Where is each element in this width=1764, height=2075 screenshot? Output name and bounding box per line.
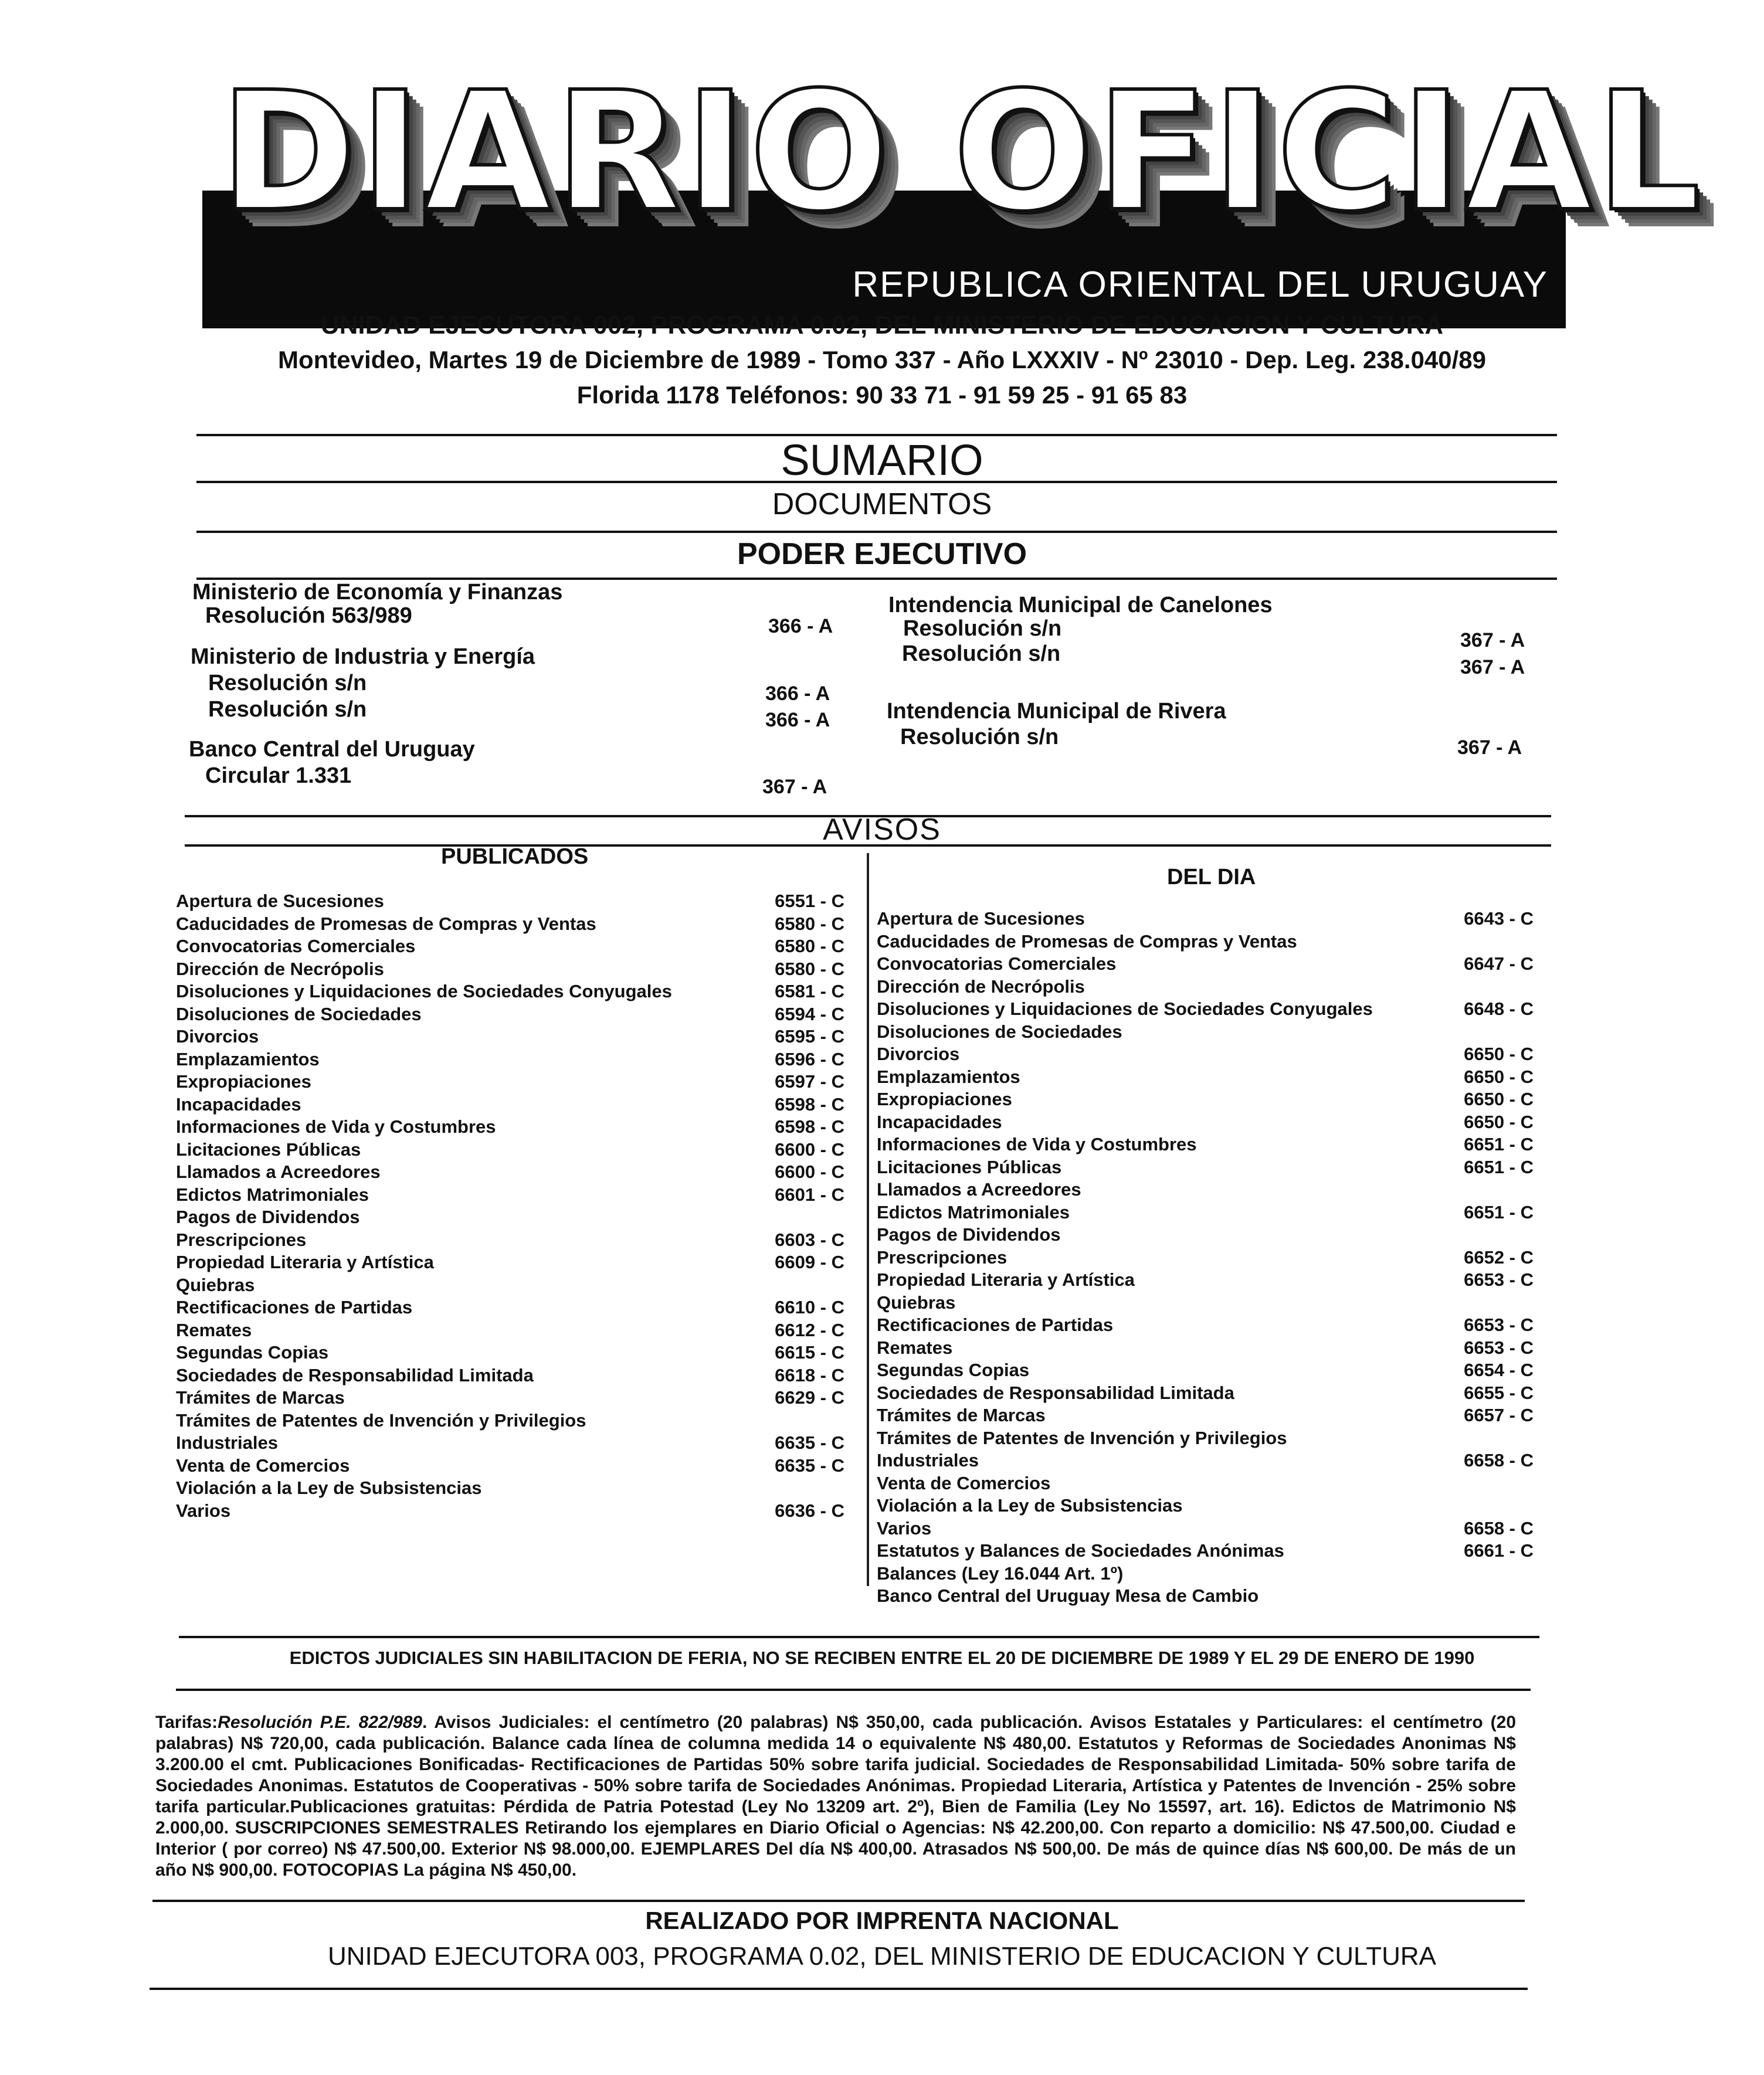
header-line-3: Florida 1178 Teléfonos: 90 33 71 - 91 59 25 - 91 65 83 [576,381,1188,409]
aviso-page: 6653 - C [1464,1269,1534,1290]
aviso-item: Venta de Comercios [176,1455,350,1476]
aviso-page: 6596 - C [775,1048,844,1069]
publicados-list [176,890,844,1535]
toc-entry: Resolución s/n [900,725,1059,749]
aviso-item: Segundas Copias [176,1342,329,1363]
aviso-page [1405,1472,1534,1495]
aviso-page [715,1477,844,1500]
aviso-item: Sociedades de Responsabilidad Limitada [176,1364,534,1385]
aviso-page: 6647 - C [1464,953,1534,974]
header-line-1: UNIDAD EJECUTORA 002, PROGRAMA 0.02, DEL MINISTERIO DE EDUCACION Y CULTURA [320,311,1444,339]
aviso-page: 6612 - C [775,1319,844,1340]
aviso-item: Violación a la Ley de Subsistencias [176,1478,482,1498]
documentos-heading: DOCUMENTOS [772,487,992,521]
aviso-page: 6603 - C [775,1229,844,1250]
aviso-page [715,1206,844,1229]
aviso-item: Remates [877,1337,953,1358]
toc-entry: Circular 1.331 [205,763,352,788]
aviso-item: Expropiaciones [877,1089,1012,1109]
toc-entry: Resolución s/n [903,616,1062,641]
aviso-item: Trámites de Patentes de Invención y Privilegios [877,1427,1287,1448]
aviso-page: 6648 - C [1464,999,1534,1019]
aviso-item: Pagos de Dividendos [176,1207,360,1227]
aviso-page: 6598 - C [775,1116,844,1137]
aviso-page: 6609 - C [775,1252,844,1272]
aviso-page: 6594 - C [775,1003,844,1024]
toc-entry: Banco Central del Uruguay [189,737,475,762]
toc-entry: Intendencia Municipal de Canelones [888,593,1273,617]
aviso-page: 6580 - C [775,958,844,979]
aviso-item: Caducidades de Promesas de Compras y Ventas [877,930,1297,952]
divider [196,481,1557,483]
aviso-page: 6615 - C [775,1342,844,1363]
toc-page: 367 - A [1460,629,1525,651]
aviso-page: 6580 - C [775,913,844,934]
footer-line-1: REALIZADO POR IMPRENTA NACIONAL [645,1907,1119,1934]
aviso-page [1405,1179,1534,1201]
aviso-page: 6650 - C [1464,1111,1534,1132]
divider [152,1900,1525,1902]
aviso-item: Disoluciones y Liquidaciones de Sociedades Conyugales [877,999,1373,1019]
toc-page: 366 - A [765,709,830,731]
aviso-page: 6600 - C [775,1162,844,1182]
aviso-item: Llamados a Acreedores [877,1179,1081,1200]
aviso-item: Trámites de Marcas [877,1405,1046,1425]
aviso-page: 6657 - C [1464,1405,1534,1425]
aviso-item: Segundas Copias [877,1360,1030,1380]
aviso-item: Prescripciones [877,1247,1007,1268]
aviso-page: 6650 - C [1464,1066,1534,1087]
aviso-item: Licitaciones Públicas [176,1139,361,1160]
aviso-item: Convocatorias Comerciales [877,953,1117,974]
aviso-item: Industriales [877,1450,979,1471]
divider [176,1689,1531,1691]
aviso-item: Quiebras [877,1292,956,1313]
aviso-page: 6652 - C [1464,1247,1534,1268]
sumario-title: SUMARIO [781,436,983,484]
aviso-page: 6635 - C [775,1455,844,1476]
aviso-item: Incapacidades [877,1111,1002,1132]
toc-page: 367 - A [762,776,827,798]
toc-page: 367 - A [1460,656,1525,678]
masthead-title: DIARIO OFICIAL [220,57,1704,248]
aviso-page [1405,1224,1534,1247]
aviso-page: 6654 - C [1464,1360,1534,1380]
aviso-item: Emplazamientos [877,1066,1020,1087]
publicados-heading: PUBLICADOS [441,844,589,869]
aviso-page [1405,930,1534,953]
masthead-subtitle: REPUBLICA ORIENTAL DEL URUGUAY [852,264,1548,305]
avisos-heading: AVISOS [823,813,941,847]
toc-entry: Intendencia Municipal de Rivera [887,699,1226,724]
aviso-item: Rectificaciones de Partidas [877,1315,1114,1335]
header-line-2: Montevideo, Martes 19 de Diciembre de 1989 - Tomo 337 - Año LXXXIV - Nº 23010 - Dep. Leg. 238.040/89 [277,346,1487,373]
aviso-page: 6661 - C [1464,1540,1534,1561]
aviso-item: Edictos Matrimoniales [877,1201,1070,1222]
aviso-page: 6597 - C [775,1071,844,1092]
del-dia-heading: DEL DIA [1167,865,1256,889]
poder-ejecutivo-heading: PODER EJECUTIVO [737,537,1027,571]
aviso-page: 6650 - C [1464,1089,1534,1109]
aviso-item: Convocatorias Comerciales [176,936,416,956]
aviso-item: Incapacidades [176,1093,301,1115]
aviso-item: Dirección de Necrópolis [176,958,384,979]
aviso-item: Pagos de Dividendos [877,1224,1061,1245]
aviso-item: Trámites de Patentes de Invención y Privilegios [176,1410,586,1431]
aviso-item: Licitaciones Públicas [877,1156,1062,1177]
aviso-item: Apertura de Sucesiones [176,891,384,911]
aviso-page [1405,1292,1534,1315]
aviso-page: 6635 - C [775,1432,844,1453]
aviso-page [1405,1495,1534,1517]
aviso-item: Banco Central del Uruguay Mesa de Cambio [877,1585,1259,1606]
tarifas-body: . Avisos Judiciales: el centímetro (20 palabras) N$ 350,00, cada publicación. Avisos Estatales y Particulares: el centímetro (20 palabras) N$ 720,00, cada publicación. Balance cada línea de columna medida 14 o equivalente N$ 480,00. Estatutos y Reformas de Sociedades Anonimas N$ 3.200.00 el cmt. Publicaciones Bonificadas- Rectificaciones de Partidas 50% sobre tarifa judicial. Sociedades de Responsabilidad Limitada- 50% sobre tarifa de Sociedades Anonimas. Estatutos de Cooperativas - 50% sobre tarifa de Sociedades Anónimas. Propiedad Literaria, Artística y Patentes de Invención - 25% sobre tarifa particular.Publicaciones gratuitas: Pérdida de Patria Potestad (Ley No 13209 art. 2º), Bien de Familia (Ley No 15597, art. 16). Edictos de Matrimonio N$ 2.000,00. SUSCRIPCIONES SEMESTRALES Retirando los ejemplares en Diario Oficial o Agencias: N$ 42.200,00. Con reparto a domicilio: N$ 47.500,00. Ciudad e Interior ( por correo) N$ 47.500,00. Exterior N$ 98.000,00. EJEMPLARES Del día N$ 400,00. Atrasados N$ 500,00. De más de quince días N$ 600,00. De más de un año N$ 900,00. FOTOCOPIAS La página N$ 450,00. [155,1713,1517,1880]
aviso-item: Quiebras [176,1274,255,1295]
aviso-page: 6651 - C [1464,1156,1534,1177]
footer-line-2: UNIDAD EJECUTORA 003, PROGRAMA 0.02, DEL MINISTERIO DE EDUCACION Y CULTURA [327,1942,1436,1971]
aviso-item: Venta de Comercios [877,1472,1051,1493]
aviso-page [1405,1585,1534,1608]
toc-entry: Resolución s/n [208,671,367,695]
divider [185,844,1551,847]
toc-entry: Ministerio de Industria y Energía [191,644,535,669]
divider [196,531,1557,533]
aviso-item: Prescripciones [176,1229,307,1250]
divider [179,1636,1539,1638]
aviso-item: Apertura de Sucesiones [877,908,1085,929]
aviso-item: Edictos Matrimoniales [176,1184,369,1205]
aviso-page: 6643 - C [1464,908,1534,929]
toc-page: 366 - A [768,615,833,637]
aviso-item: Varios [877,1517,932,1539]
aviso-item: Disoluciones de Sociedades [877,1021,1122,1042]
aviso-item: Informaciones de Vida y Costumbres [877,1134,1197,1154]
aviso-item: Violación a la Ley de Subsistencias [877,1495,1183,1516]
aviso-page: 6653 - C [1464,1315,1534,1335]
aviso-item: Disoluciones de Sociedades [176,1003,422,1024]
aviso-page [1405,976,1534,999]
aviso-page: 6595 - C [775,1026,844,1047]
aviso-item: Emplazamientos [176,1048,320,1069]
edictos-notice: EDICTOS JUDICIALES SIN HABILITACION DE FERIA, NO SE RECIBEN ENTRE EL 20 DE DICIEMBRE DE 1989 Y EL 29 DE ENERO DE 1990 [289,1648,1475,1668]
aviso-item: Industriales [176,1432,278,1453]
aviso-page [1405,1563,1534,1585]
aviso-page: 6618 - C [775,1364,844,1385]
aviso-item: Llamados a Acreedores [176,1162,381,1182]
aviso-item: Divorcios [877,1044,960,1064]
aviso-item: Expropiaciones [176,1071,311,1092]
aviso-item: Informaciones de Vida y Costumbres [176,1116,496,1137]
aviso-page: 6636 - C [775,1500,844,1521]
toc-entry: Resolución s/n [902,641,1061,666]
aviso-item: Sociedades de Responsabilidad Limitada [877,1382,1234,1403]
aviso-item: Disoluciones y Liquidaciones de Sociedades Conyugales [176,981,672,1001]
aviso-page: 6650 - C [1464,1044,1534,1064]
del-dia-list [877,908,1534,1617]
aviso-item: Divorcios [176,1026,259,1047]
aviso-page: 6655 - C [1464,1382,1534,1403]
aviso-page: 6651 - C [1464,1201,1534,1222]
aviso-page: 6629 - C [775,1387,844,1408]
aviso-page: 6653 - C [1464,1337,1534,1358]
aviso-page: 6651 - C [1464,1134,1534,1154]
aviso-page: 6601 - C [775,1184,844,1205]
tarifas-block [155,1712,1516,1881]
aviso-page: 6658 - C [1464,1450,1534,1471]
aviso-page: 6598 - C [775,1093,844,1115]
toc-entry: Resolución s/n [208,697,367,722]
aviso-item: Propiedad Literaria y Artística [877,1269,1135,1290]
aviso-page: 6551 - C [775,891,844,911]
aviso-page: 6658 - C [1464,1517,1534,1539]
aviso-page [1405,1427,1534,1450]
divider [150,1988,1528,1990]
column-divider [867,853,869,1586]
aviso-item: Remates [176,1319,252,1340]
aviso-page [715,1410,844,1432]
aviso-page [1405,1021,1534,1044]
tarifas-resolution: Resolución P.E. 822/989 [218,1713,423,1732]
tarifas-label: Tarifas: [155,1713,218,1732]
toc-entry: Resolución 563/989 [205,603,412,628]
aviso-item: Dirección de Necrópolis [877,976,1085,997]
aviso-item: Propiedad Literaria y Artística [176,1252,434,1272]
aviso-item: Estatutos y Balances de Sociedades Anónimas [877,1540,1284,1561]
toc-entry: Ministerio de Economía y Finanzas [192,580,563,604]
aviso-item: Trámites de Marcas [176,1387,345,1408]
aviso-item: Varios [176,1500,231,1521]
aviso-page: 6600 - C [775,1139,844,1160]
aviso-page: 6610 - C [775,1297,844,1317]
toc-page: 366 - A [765,682,830,705]
aviso-page: 6581 - C [775,981,844,1001]
toc-page: 367 - A [1457,736,1522,759]
aviso-item: Balances (Ley 16.044 Art. 1º) [877,1563,1124,1584]
aviso-page [715,1274,844,1297]
aviso-page: 6580 - C [775,936,844,956]
aviso-item: Caducidades de Promesas de Compras y Ventas [176,913,596,934]
aviso-item: Rectificaciones de Partidas [176,1297,413,1317]
masthead [202,56,1704,325]
